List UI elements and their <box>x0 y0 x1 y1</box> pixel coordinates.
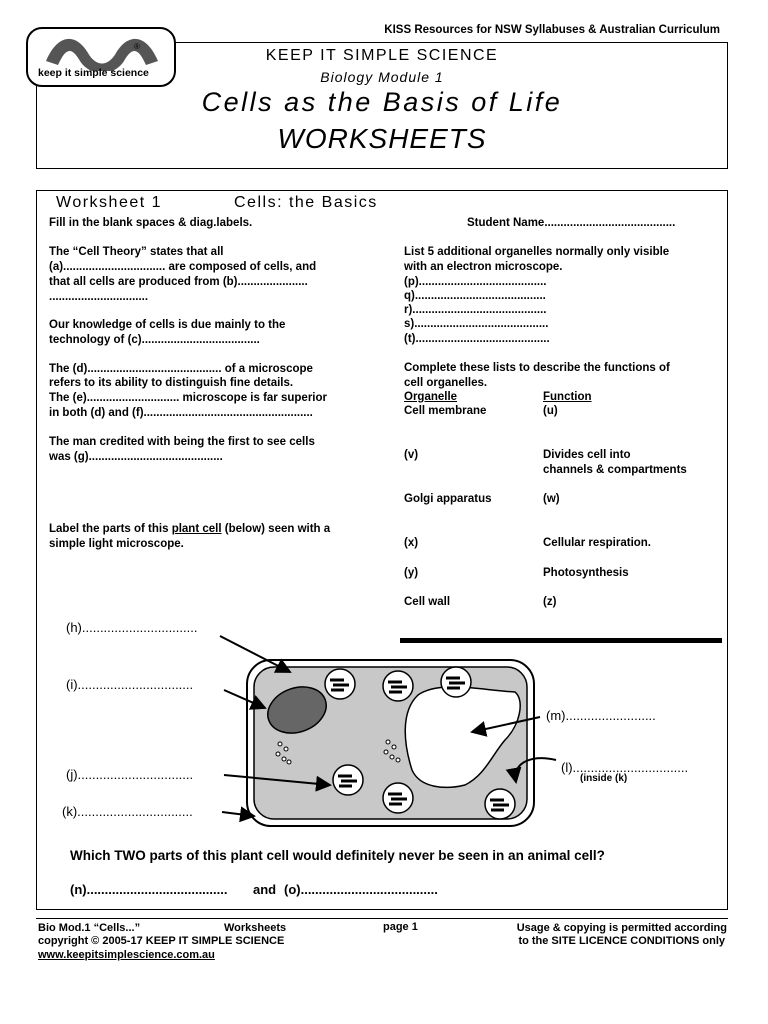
table-header-function: Function <box>543 391 592 403</box>
text-segment: Label the parts of this <box>49 523 172 535</box>
answer-line-p: (p)........................................ <box>404 276 547 288</box>
text-line: cell organelles. <box>404 377 488 389</box>
table-cell-organelle: (v) <box>404 449 419 461</box>
text-line: Our knowledge of cells is due mainly to the <box>49 319 286 331</box>
table-cell-organelle: (x) <box>404 537 419 549</box>
student-name-field: Student Name......................................... <box>467 217 676 229</box>
label-l: (l)................................ <box>561 760 689 775</box>
text-line: simple light microscope. <box>49 538 184 550</box>
answer-line-q: q)......................................... <box>404 290 546 302</box>
kiss-resources-line: KISS Resources for NSW Syllabuses & Australian Curriculum <box>384 24 720 36</box>
text-segment: (below) seen with a <box>221 523 331 535</box>
chloroplast <box>325 669 355 699</box>
worksheet-topic: Cells: the Basics <box>234 194 378 211</box>
footer-usage-2: to the SITE LICENCE CONDITIONS only <box>518 935 725 947</box>
table-cell-function: (w) <box>543 493 560 505</box>
brand-name: KEEP IT SIMPLE SCIENCE <box>265 47 499 64</box>
label-m: (m)......................... <box>546 708 656 723</box>
answer-line-t: (t).......................................... <box>404 333 550 345</box>
table-cell-organelle: Cell membrane <box>404 405 487 417</box>
label-k: (k)................................ <box>62 804 193 819</box>
text-line: List 5 additional organelles normally only visible <box>404 246 670 258</box>
table-cell-organelle: Golgi apparatus <box>404 493 492 505</box>
text-line: with an electron microscope. <box>404 261 563 273</box>
footer-copyright: copyright © 2005-17 KEEP IT SIMPLE SCIENCE <box>38 935 285 947</box>
chloroplast <box>441 667 471 697</box>
footer-course: Bio Mod.1 “Cells...” <box>38 922 141 934</box>
answer-and: and <box>253 882 277 897</box>
text-line: ............................... <box>49 291 149 303</box>
chloroplast <box>383 671 413 701</box>
table-cell-function: channels & compartments <box>543 464 687 476</box>
table-header-organelle: Organelle <box>404 391 458 403</box>
answer-line-s: s).......................................... <box>404 318 549 330</box>
table-cell-function: Divides cell into <box>543 449 631 461</box>
text-line: (a)................................ are composed of cells, and <box>49 261 317 273</box>
page-title: Cells as the Basis of Life <box>201 87 563 117</box>
answer-line-n: (n)....................................... <box>70 882 228 897</box>
question-text: Which TWO parts of this plant cell would definitely never be seen in an animal cell? <box>70 848 605 863</box>
footer-usage-1: Usage & copying is permitted according <box>516 922 727 934</box>
footer-rule <box>36 918 728 919</box>
text-line: The “Cell Theory” states that all <box>49 246 224 258</box>
module-name: Biology Module 1 <box>320 69 444 85</box>
table-cell-organelle: Cell wall <box>404 596 451 608</box>
table-cell-function: Photosynthesis <box>543 567 629 579</box>
label-i: (i)................................ <box>66 677 194 692</box>
text-line: that all cells are produced from (b)...................... <box>49 276 308 288</box>
worksheet-number: Worksheet 1 <box>56 194 163 211</box>
text-line: Complete these lists to describe the functions of <box>404 362 670 374</box>
instruction-text: Fill in the blank spaces & diag.labels. <box>49 217 253 229</box>
chloroplast <box>383 783 413 813</box>
answer-line-r: r).......................................... <box>404 304 547 316</box>
label-l-note: (inside (k) <box>580 773 628 784</box>
plant-cell-underlined: plant cell <box>171 523 222 535</box>
answer-line-o: (o)...................................... <box>284 882 438 897</box>
text-line: The (e)............................. microscope is far superior <box>49 392 327 404</box>
footer-page: page 1 <box>383 921 418 933</box>
logo-text: keep it simple science <box>38 67 149 79</box>
text-line: technology of (c)..................................... <box>49 334 260 346</box>
table-cell-function: Cellular respiration. <box>543 537 652 549</box>
footer-website-link[interactable]: www.keepitsimplescience.com.au <box>38 949 215 961</box>
text-line: The (d).......................................... of a microscope <box>49 363 313 375</box>
chloroplast <box>333 765 363 795</box>
label-h: (h)................................ <box>66 620 198 635</box>
table-cell-organelle: (y) <box>404 567 419 579</box>
chloroplast <box>485 789 515 819</box>
text-line: The man credited with being the first to see cells <box>49 436 315 448</box>
registered-mark: ® <box>134 42 140 51</box>
text-line: in both (d) and (f)..................................................... <box>49 407 313 419</box>
table-cell-function: (u) <box>543 405 558 417</box>
footer-type: Worksheets <box>224 922 287 934</box>
page-subtitle: WORKSHEETS <box>277 123 487 154</box>
table-cell-function: (z) <box>543 596 557 608</box>
text-line: was (g).......................................... <box>49 451 223 463</box>
text-line: refers to its ability to distinguish fine details. <box>49 377 294 389</box>
label-j: (j)................................ <box>66 767 194 782</box>
